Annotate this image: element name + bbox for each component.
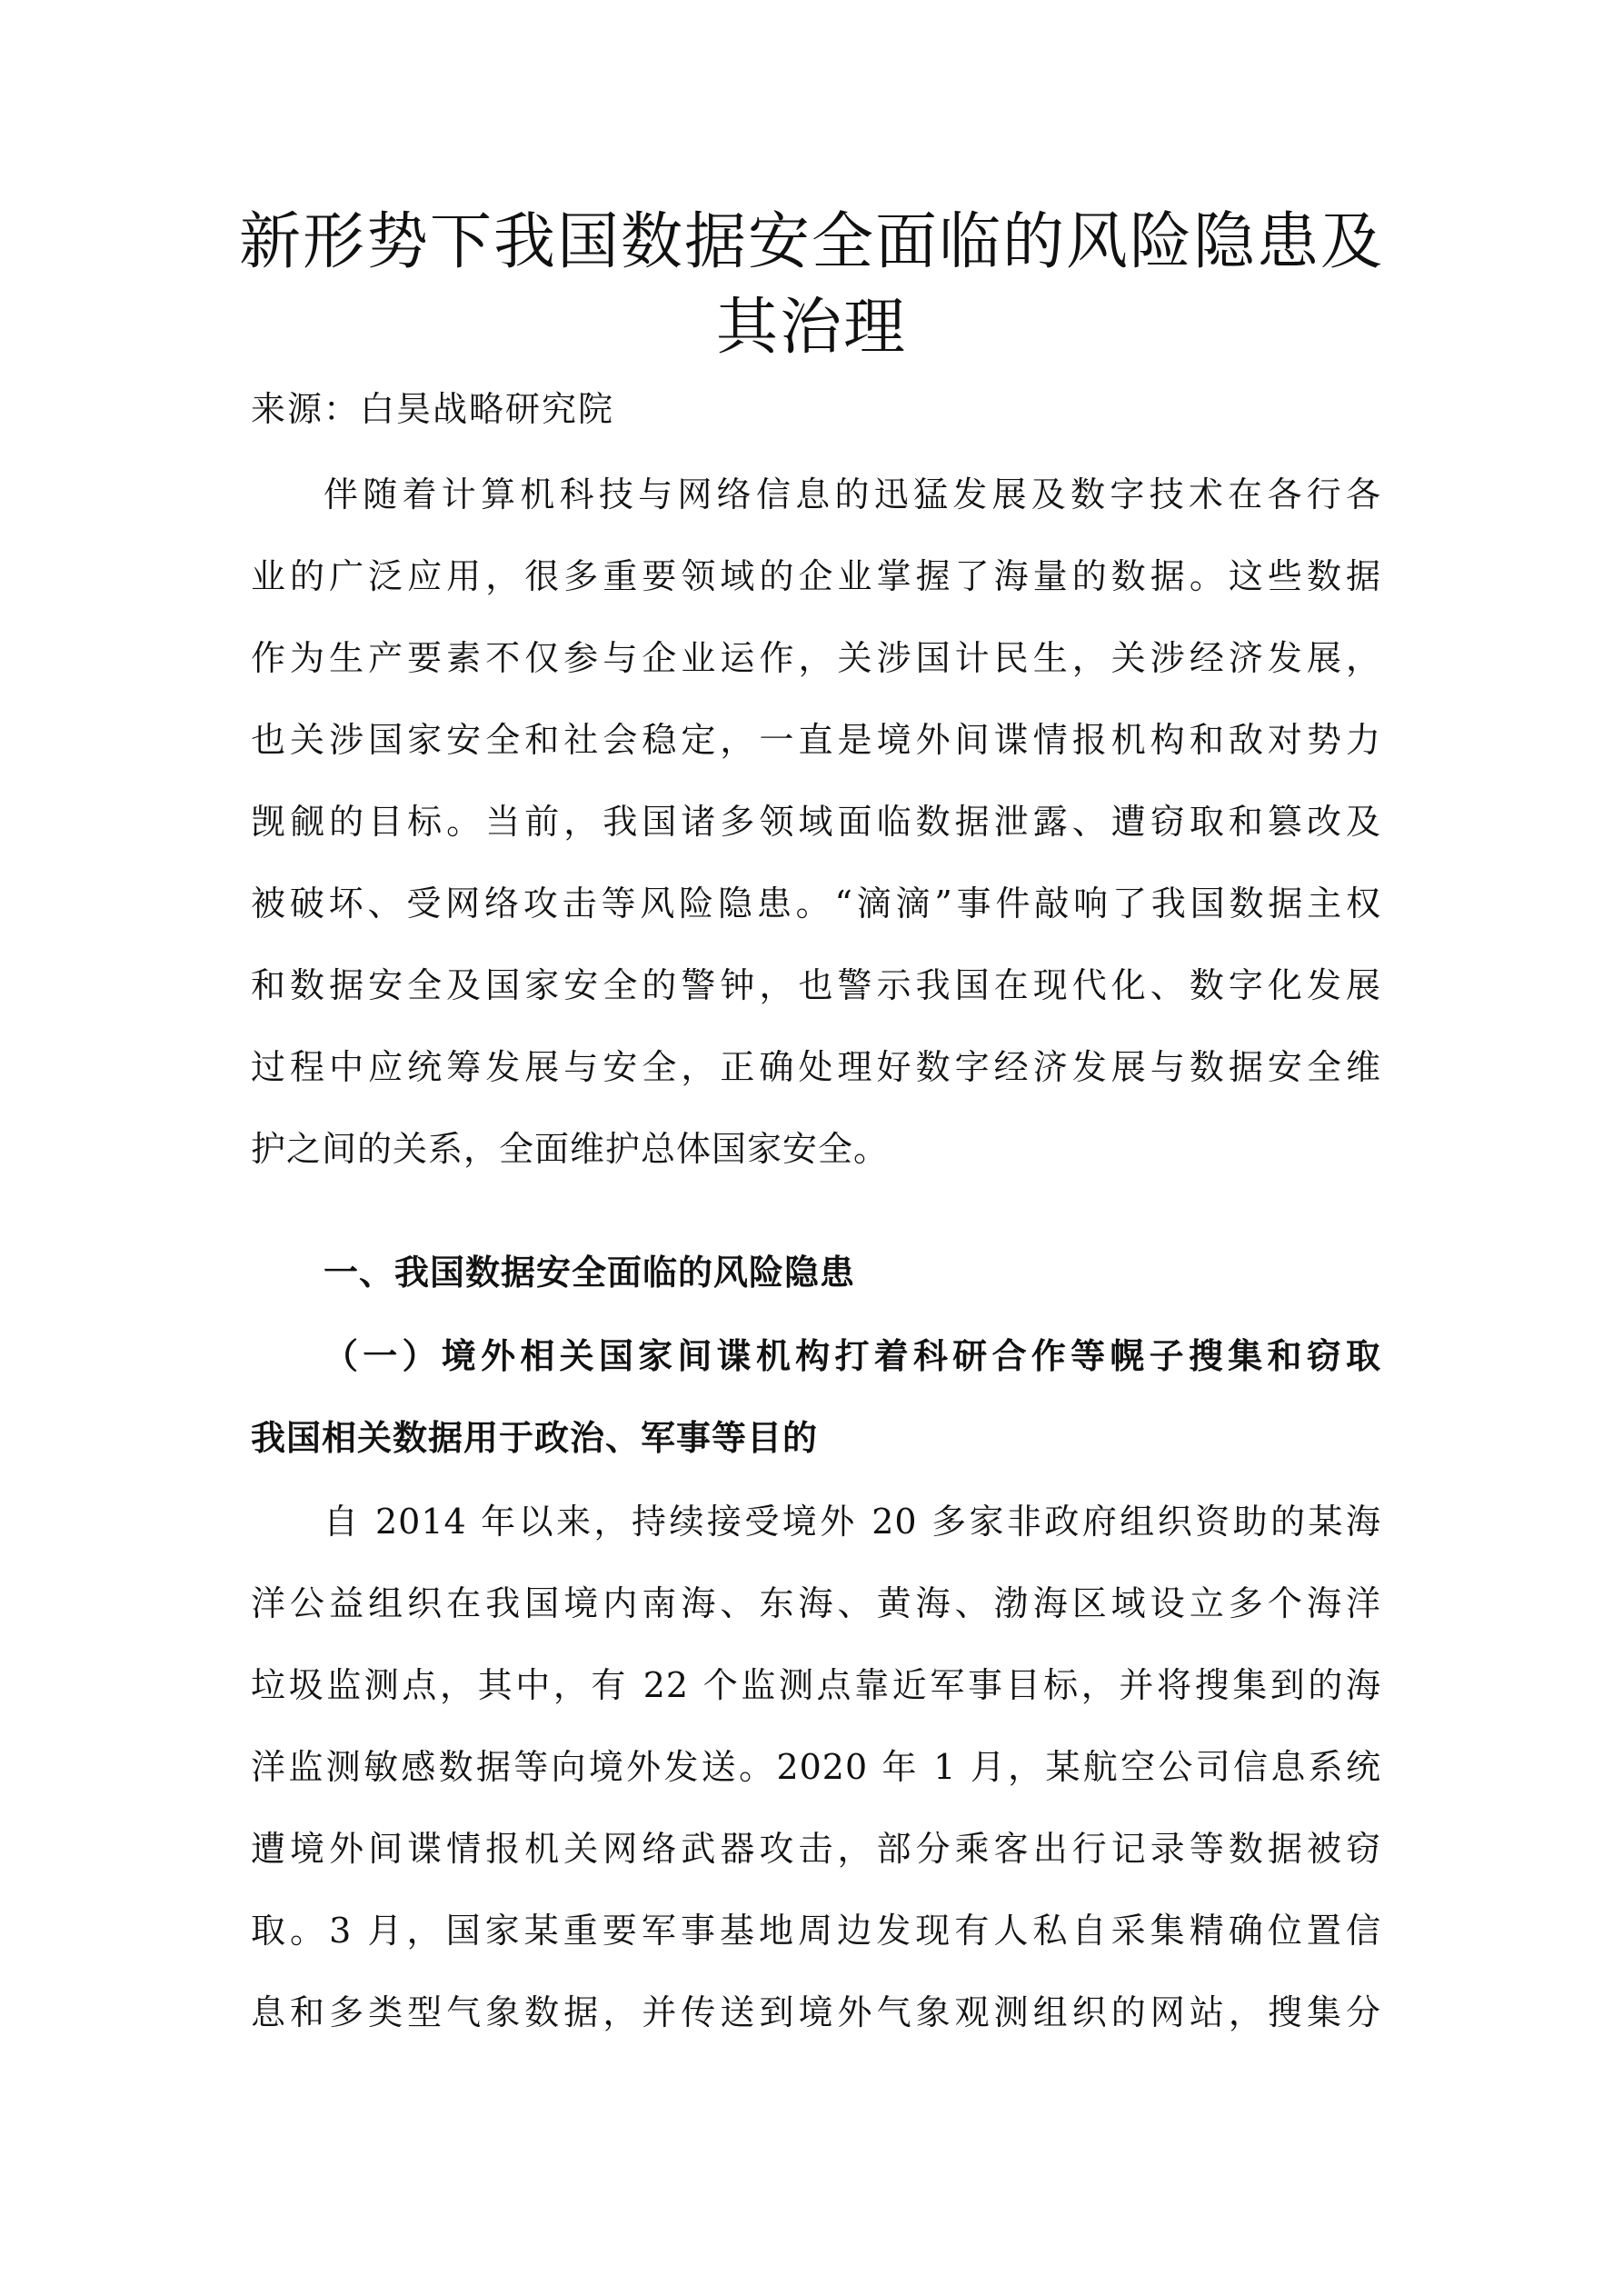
paragraph-1-line: 被破坏、受网络攻击等风险隐患。“滴滴”事件敲响了我国数据主权 (251, 883, 1381, 923)
paragraph-1-line: 过程中应统筹发展与安全，正确处理好数字经济发展与数据安全维 (251, 1047, 1381, 1087)
paragraph-1-line: 觊觎的目标。当前，我国诸多领域面临数据泄露、遭窃取和篡改及 (251, 802, 1381, 842)
paragraph-1-line: 作为生产要素不仅参与企业运作，关涉国计民生，关涉经济发展， (251, 638, 1381, 678)
source-line: 来源：白昊战略研究院 (251, 389, 615, 429)
paragraph-1-line: 也关涉国家安全和社会稳定，一直是境外间谍情报机构和敌对势力 (251, 720, 1381, 760)
paragraph-1-line: 和数据安全及国家安全的警钟，也警示我国在现代化、数字化发展 (251, 965, 1381, 1005)
paragraph-2-line: 洋公益组织在我国境内南海、东海、黄海、渤海区域设立多个海洋 (251, 1583, 1381, 1623)
paragraph-1-line: 业的广泛应用，很多重要领域的企业掌握了海量的数据。这些数据 (251, 556, 1381, 596)
section-heading-1: 一、我国数据安全面临的风险隐患 (324, 1253, 856, 1293)
paragraph-2-line: 自 2014 年以来，持续接受境外 20 多家非政府组织资助的某海 (324, 1502, 1381, 1542)
document-title-line-1: 新形势下我国数据安全面临的风险隐患及 (238, 206, 1384, 278)
subsection-heading-line-2: 我国相关数据用于政治、军事等目的 (251, 1418, 819, 1458)
paragraph-1-line: 护之间的关系，全面维护总体国家安全。 (251, 1129, 890, 1169)
paragraph-2-line: 洋监测敏感数据等向境外发送。2020 年 1 月，某航空公司信息系统 (251, 1747, 1381, 1787)
paragraph-1-line: 伴随着计算机科技与网络信息的迅猛发展及数字技术在各行各 (324, 474, 1381, 514)
paragraph-2-line: 遭境外间谍情报机关网络武器攻击，部分乘客出行记录等数据被窃 (251, 1829, 1381, 1869)
paragraph-2-line: 取。3 月，国家某重要军事基地周边发现有人私自采集精确位置信 (251, 1911, 1381, 1951)
document-title-line-2: 其治理 (715, 292, 907, 364)
paragraph-2-line: 垃圾监测点，其中，有 22 个监测点靠近军事目标，并将搜集到的海 (251, 1665, 1381, 1705)
subsection-heading-line-1: （一）境外相关国家间谍机构打着科研合作等幌子搜集和窃取 (324, 1336, 1381, 1376)
paragraph-2-line: 息和多类型气象数据，并传送到境外气象观测组织的网站，搜集分 (251, 1992, 1381, 2032)
